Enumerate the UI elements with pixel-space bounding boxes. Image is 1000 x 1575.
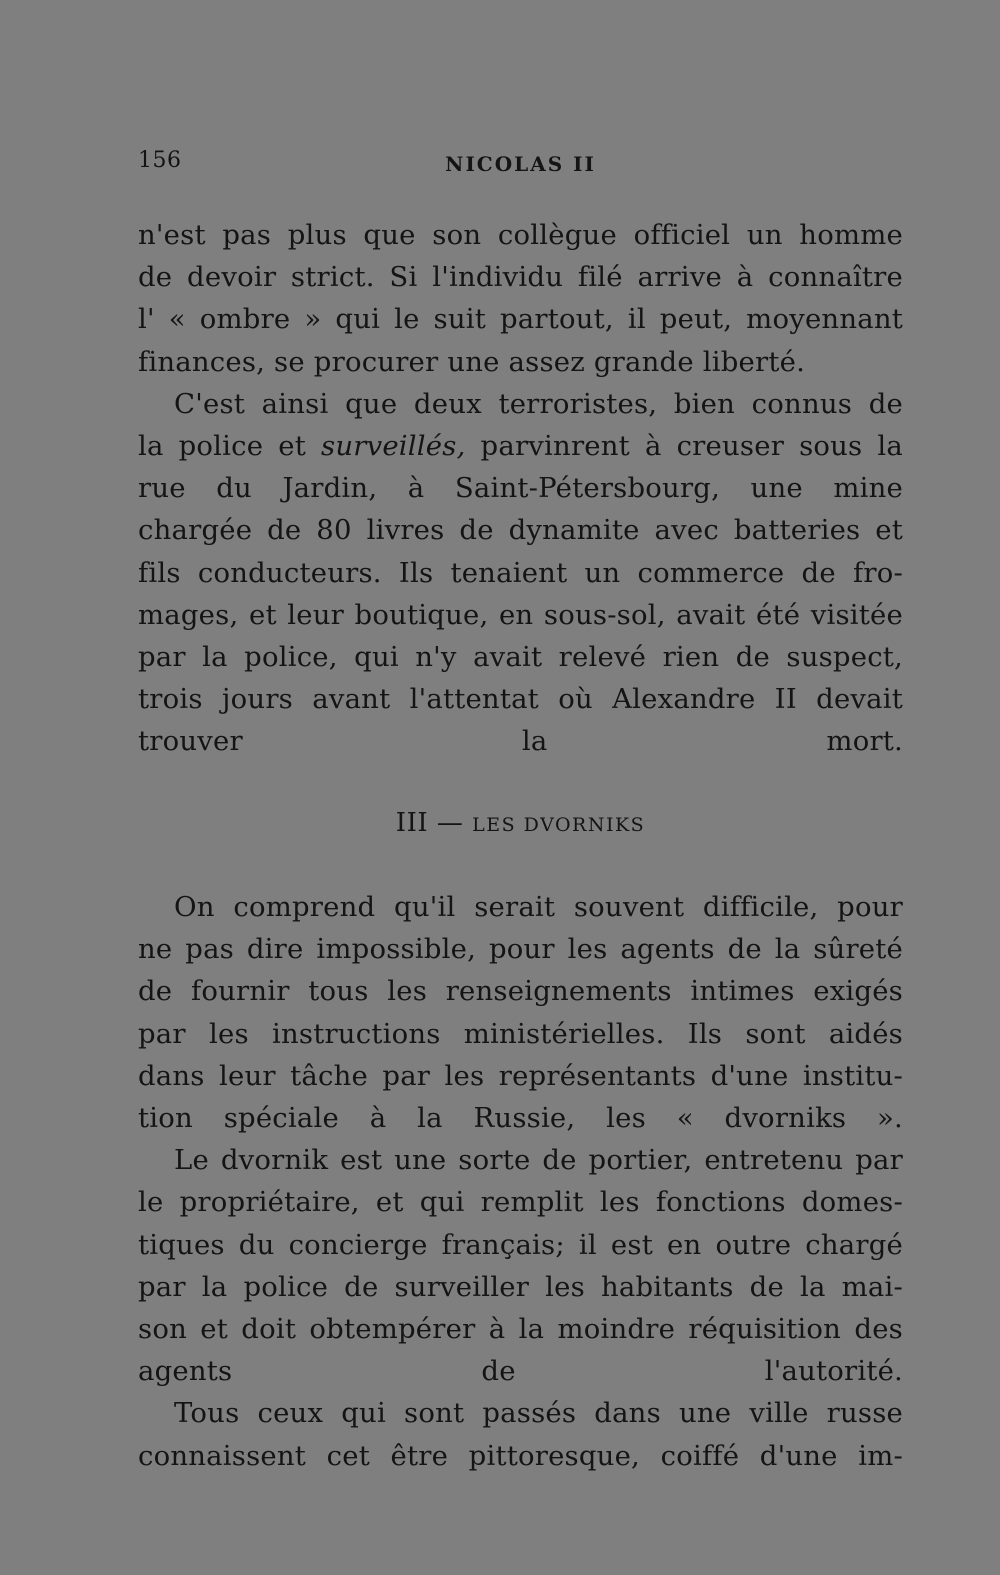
- running-title: NICOLAS II: [445, 152, 596, 176]
- text-line: parvinrent à creuser sous la: [465, 430, 903, 463]
- paragraph-5: [138, 1392, 903, 1476]
- text-line: Tous ceux qui sont passés dans une ville russe: [174, 1397, 903, 1430]
- text-line: ne pas dire impossible, pour les agents de la sûreté: [138, 933, 903, 966]
- text-line: par la police de surveiller les habitants de la mai-: [138, 1270, 903, 1303]
- section-dash: —: [436, 808, 464, 838]
- paragraph-1: [138, 214, 903, 383]
- text-line: trois jours avant l'attentat où Alexandre II devait: [138, 683, 903, 716]
- text-line: connaissent cet être pittoresque, coiffé d'une im-: [138, 1439, 903, 1472]
- italic-word: surveillés,: [321, 430, 466, 463]
- running-head: [138, 142, 903, 182]
- text-line: de devoir strict. Si l'individu filé arrive à connaître: [138, 261, 903, 294]
- section-numeral: III: [395, 808, 429, 838]
- section-title: LES DVORNIKS: [472, 814, 646, 836]
- text-line: C'est ainsi que deux terroristes, bien connus de: [174, 387, 903, 420]
- section-heading: [138, 808, 903, 838]
- page-number: 156: [138, 148, 182, 173]
- text-line: trouver la mort.: [138, 725, 903, 758]
- text-line: par la police, qui n'y avait relevé rien de suspect,: [138, 641, 903, 674]
- text-line: dans leur tâche par les représentants d'une institu-: [138, 1059, 903, 1092]
- text-line: de fournir tous les renseignements intimes exigés: [138, 975, 903, 1008]
- paragraph-2: [138, 383, 903, 763]
- text-line: agents de l'autorité.: [138, 1355, 903, 1388]
- text-line: Le dvornik est une sorte de portier, entretenu par: [174, 1144, 903, 1177]
- text-line: n'est pas plus que son collègue officiel un homme: [138, 219, 903, 251]
- text-line: rue du Jardin, à Saint-Pétersbourg, une mine: [138, 472, 903, 505]
- text-block-top: [138, 214, 903, 763]
- text-line: le propriétaire, et qui remplit les fonctions domes-: [138, 1186, 903, 1219]
- paragraph-4: [138, 1139, 903, 1392]
- text-line: fils conducteurs. Ils tenaient un commerce de fro-: [138, 556, 903, 589]
- text-line: la police et: [138, 430, 322, 463]
- text-line: par les instructions ministérielles. Ils sont aidés: [138, 1017, 903, 1050]
- text-line: mages, et leur boutique, en sous-sol, avait été visitée: [138, 598, 903, 631]
- text-line: tiques du concierge français; il est en outre chargé: [138, 1228, 903, 1261]
- text-line: son et doit obtempérer à la moindre réquisition des: [138, 1313, 903, 1346]
- text-block-bottom: [138, 886, 903, 1477]
- paragraph-3: [138, 886, 903, 1139]
- text-line: chargée de 80 livres de dynamite avec batteries et: [138, 514, 903, 547]
- text-line: tion spéciale à la Russie, les « dvorniks ».: [138, 1102, 903, 1135]
- text-line: On comprend qu'il serait souvent difficile, pour: [174, 891, 903, 923]
- text-line: l' « ombre » qui le suit partout, il peut, moyennant: [138, 303, 903, 336]
- text-line: finances, se procurer une assez grande liberté.: [138, 345, 806, 378]
